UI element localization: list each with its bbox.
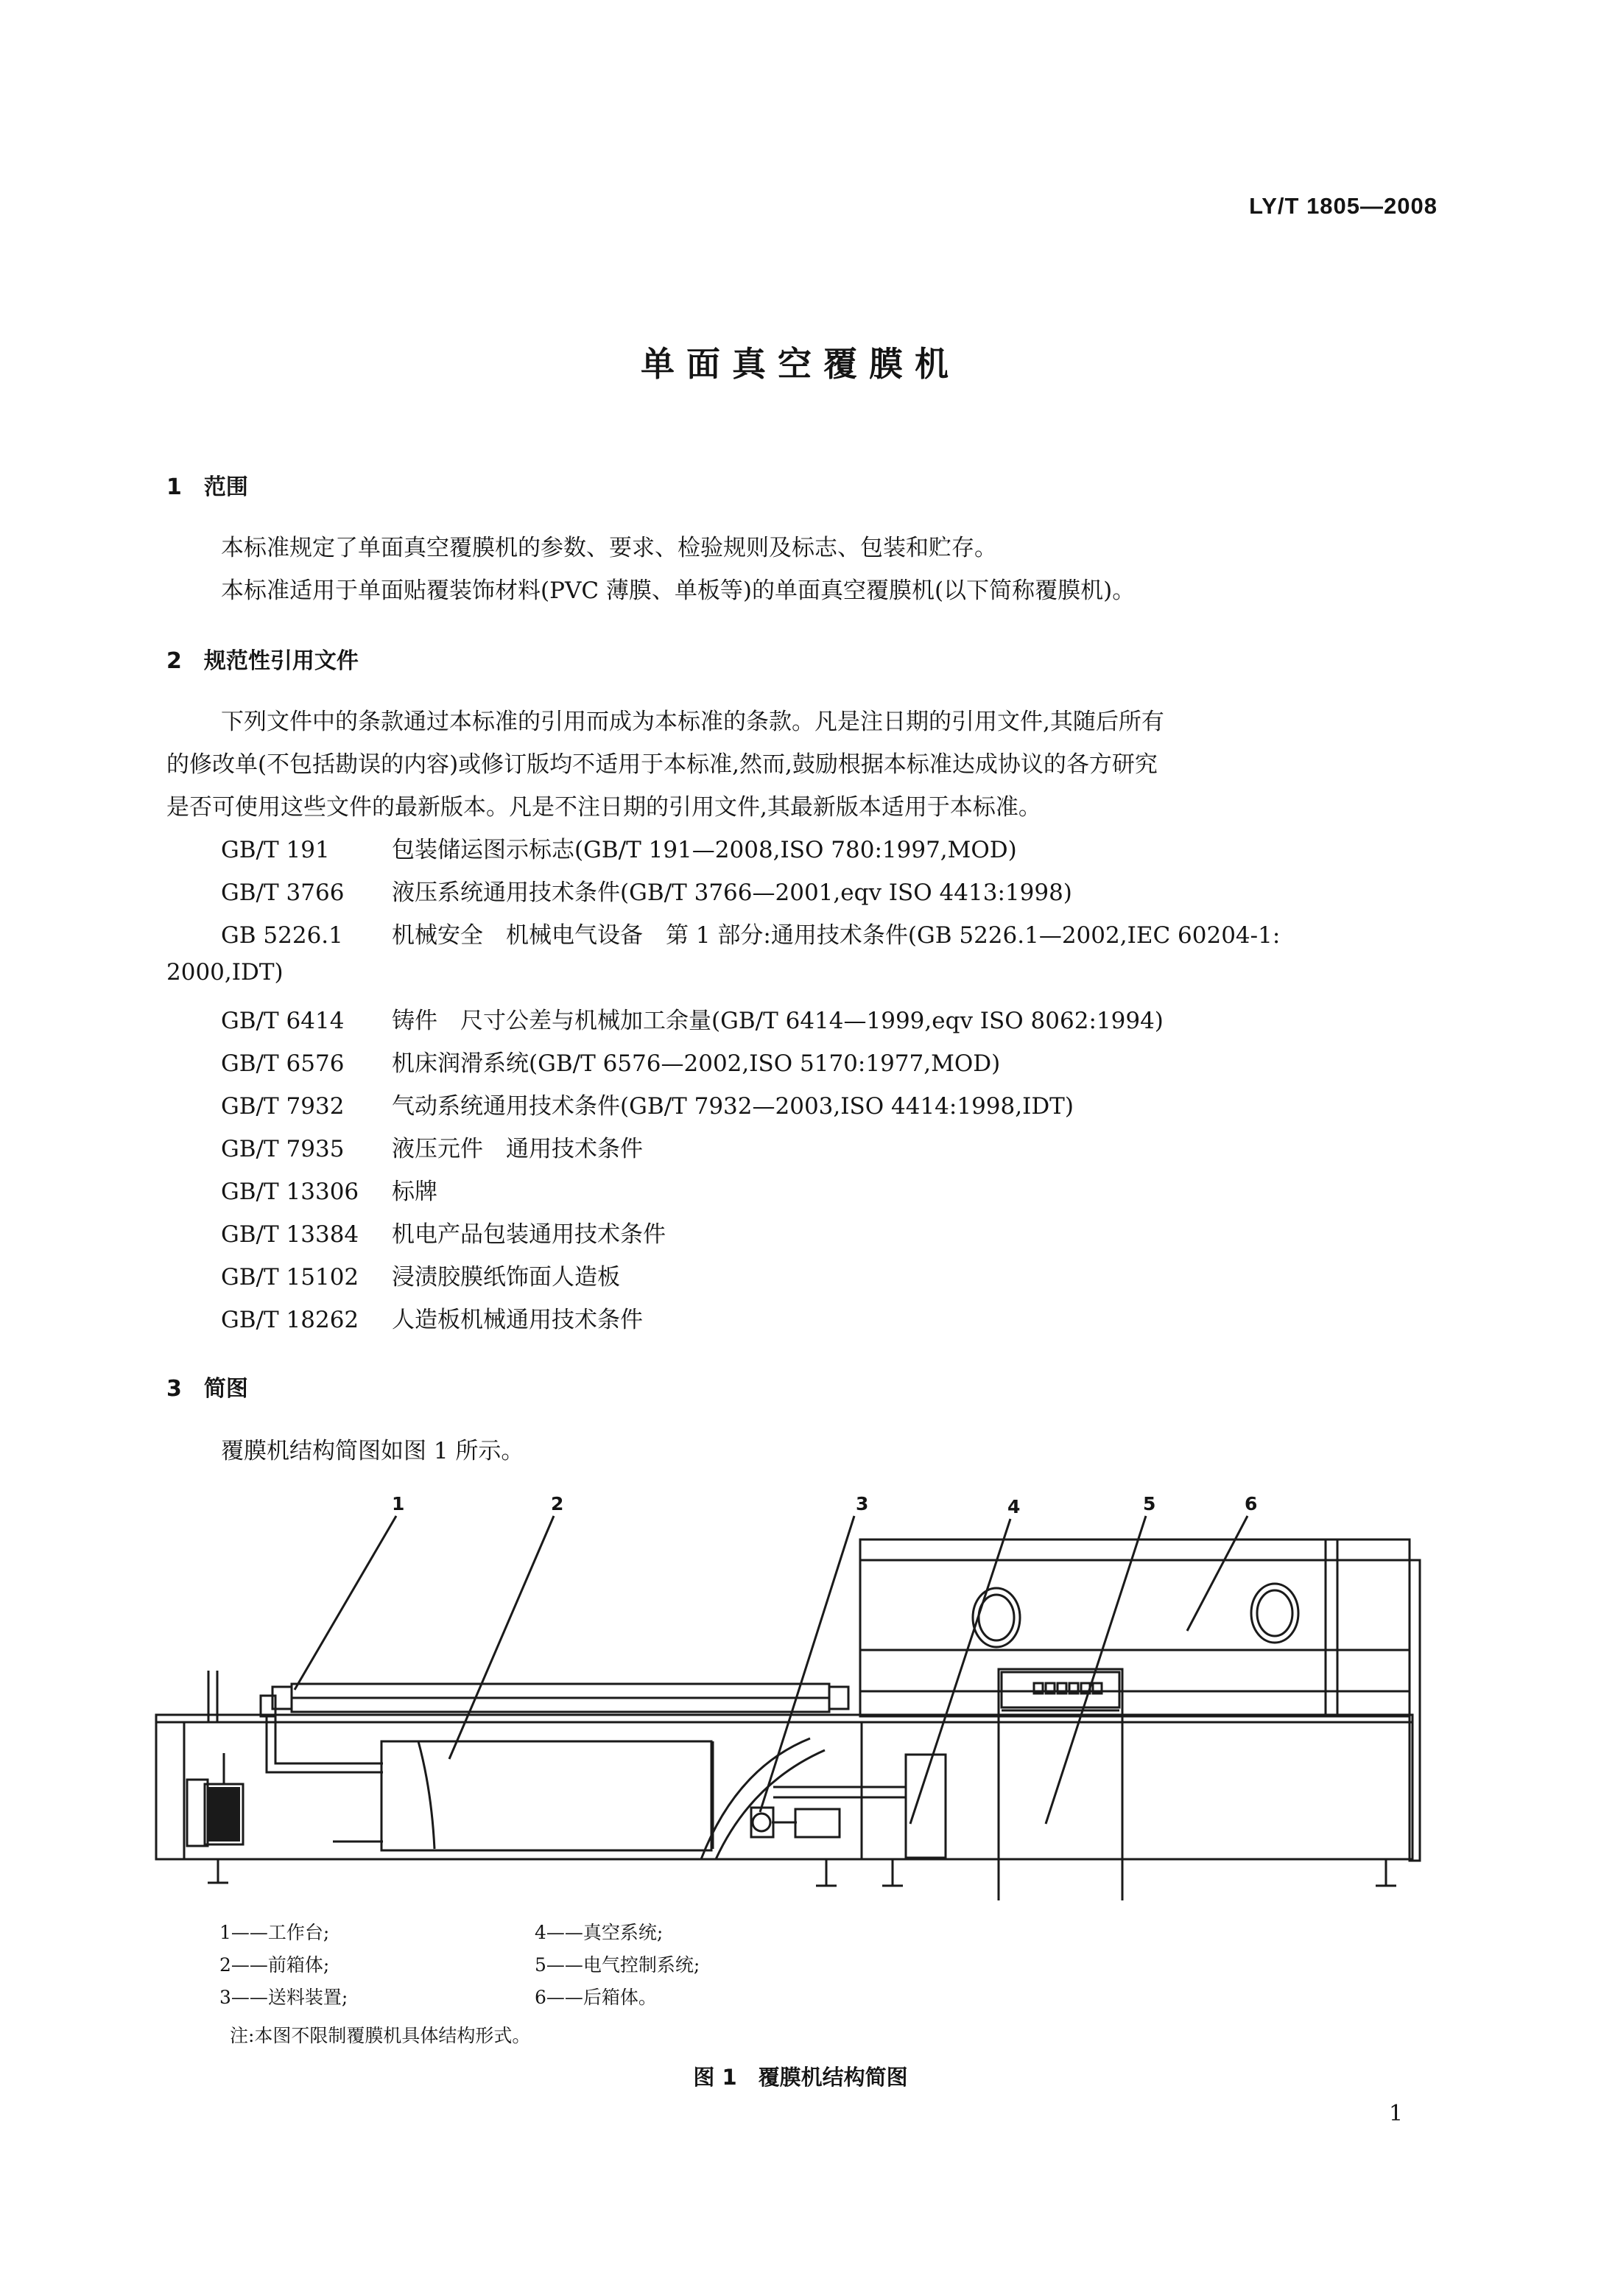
leader-line-1 [295, 1516, 396, 1690]
machine-structure-diagram [147, 1473, 1443, 1900]
reference-item [221, 1173, 437, 1206]
front-box [381, 1741, 711, 1850]
reference-code: GB/T 191 [221, 837, 330, 863]
viewing-port [1257, 1590, 1292, 1636]
legend-item: 5——电气控制系统; [535, 1954, 700, 1976]
section-1-paragraph-2: 本标准适用于单面贴覆装饰材料(PVC 薄膜、单板等)的单面真空覆膜机(以下简称覆膜机)。 [221, 577, 1136, 604]
leader-line-3 [760, 1516, 854, 1812]
reference-item [221, 1258, 620, 1291]
reference-code: GB/T 3766 [221, 880, 345, 906]
rear-box [860, 1540, 1410, 1716]
front-box-body [418, 1741, 434, 1849]
feeding-roller [753, 1814, 770, 1831]
reference-title: 包装储运图示标志(GB/T 191—2008,ISO 780:1997,MOD) [392, 837, 1017, 863]
vacuum-system [906, 1755, 946, 1858]
reference-item [221, 1045, 1000, 1078]
leader-line-4 [910, 1519, 1010, 1824]
reference-code: GB/T 15102 [221, 1264, 359, 1291]
reference-code: GB/T 6576 [221, 1050, 345, 1077]
section-3-heading: 3 简图 [166, 1376, 248, 1402]
callout-5: 5 [1143, 1493, 1156, 1514]
section-2-intro-line-1: 下列文件中的条款通过本标准的引用而成为本标准的条款。凡是注日期的引用文件,其随后所有 [221, 709, 1164, 735]
reference-title: 人造板机械通用技术条件 [392, 1307, 643, 1333]
viewing-port [1251, 1584, 1298, 1643]
reference-code: GB/T 7935 [221, 1136, 345, 1162]
standard-number: LY/T 1805—2008 [1249, 193, 1438, 219]
reference-continuation: 2000,IDT) [166, 959, 284, 986]
reference-item [221, 874, 1072, 907]
leader-line-6 [1187, 1516, 1248, 1631]
reference-item [221, 1215, 666, 1249]
section-2-intro-line-2: 的修改单(不包括勘误的内容)或修订版均不适用于本标准,然而,鼓励根据本标准达成协议的各方研究 [166, 751, 1158, 778]
roller-end-cap [829, 1687, 848, 1709]
legend-item: 3——送料装置; [219, 1987, 348, 2008]
reference-code: GB/T 6414 [221, 1008, 345, 1034]
feeding-motor [795, 1809, 840, 1837]
reference-item [221, 1087, 1074, 1120]
reference-title: 机床润滑系统(GB/T 6576—2002,ISO 5170:1977,MOD) [392, 1050, 1001, 1077]
reference-title: 浸渍胶膜纸饰面人造板 [392, 1264, 620, 1291]
callout-2: 2 [551, 1493, 564, 1514]
reference-code: GB/T 7932 [221, 1093, 345, 1120]
electrical-cabinet [999, 1669, 1122, 1900]
reference-item [221, 831, 1017, 864]
section-1-paragraph-1: 本标准规定了单面真空覆膜机的参数、要求、检验规则及标志、包装和贮存。 [221, 535, 997, 561]
legend-item: 2——前箱体; [219, 1954, 330, 1976]
reference-title: 铸件 尺寸公差与机械加工余量(GB/T 6414—1999,eqv ISO 8062:1994) [392, 1008, 1164, 1034]
reference-title: 气动系统通用技术条件(GB/T 7932—2003,ISO 4414:1998,IDT) [392, 1093, 1074, 1120]
legend-item: 6——后箱体。 [535, 1987, 657, 2008]
machine-foot [816, 1859, 837, 1886]
callout-3: 3 [856, 1493, 869, 1514]
figure-note: 注:本图不限制覆膜机具体结构形式。 [230, 2025, 531, 2046]
reference-title: 机械安全 机械电气设备 第 1 部分:通用技术条件(GB 5226.1—2002,IEC 60204-1: [392, 922, 1281, 949]
machine-foot [1376, 1859, 1396, 1886]
rear-box-end-cap [1410, 1560, 1420, 1861]
document-title: 单面真空覆膜机 [641, 344, 960, 384]
callout-6: 6 [1245, 1493, 1258, 1514]
reference-code: GB 5226.1 [221, 922, 343, 949]
section-1-heading: 1 范围 [166, 474, 248, 500]
callout-4: 4 [1007, 1496, 1021, 1517]
viewing-port [973, 1588, 1020, 1647]
reference-item [221, 1130, 643, 1163]
reference-title: 机电产品包装通用技术条件 [392, 1221, 666, 1248]
legend-item: 1——工作台; [219, 1922, 330, 1943]
machine-foot [208, 1859, 228, 1883]
reference-code: GB/T 13306 [221, 1179, 359, 1205]
reference-title: 标牌 [392, 1179, 437, 1205]
break-line [716, 1750, 825, 1859]
reference-title: 液压元件 通用技术条件 [392, 1136, 643, 1162]
machine-foot [882, 1859, 903, 1886]
figure-caption: 图 1 覆膜机结构简图 [693, 2065, 908, 2090]
reference-item [221, 916, 1280, 949]
reference-code: GB/T 18262 [221, 1307, 359, 1333]
section-2-intro-line-3: 是否可使用这些文件的最新版本。凡是不注日期的引用文件,其最新版本适用于本标准。 [166, 794, 1041, 821]
pipe [275, 1716, 383, 1763]
section-2-heading: 2 规范性引用文件 [166, 648, 359, 674]
reference-title: 液压系统通用技术条件(GB/T 3766—2001,eqv ISO 4413:1998) [392, 880, 1072, 906]
reference-code: GB/T 13384 [221, 1221, 359, 1248]
page-number: 1 [1389, 2101, 1404, 2127]
section-3-paragraph: 覆膜机结构简图如图 1 所示。 [221, 1438, 524, 1464]
motor-block [208, 1787, 240, 1842]
reference-item [221, 1301, 643, 1334]
legend-item: 4——真空系统; [535, 1922, 664, 1943]
callout-1: 1 [392, 1493, 405, 1514]
reference-item [221, 1002, 1164, 1035]
